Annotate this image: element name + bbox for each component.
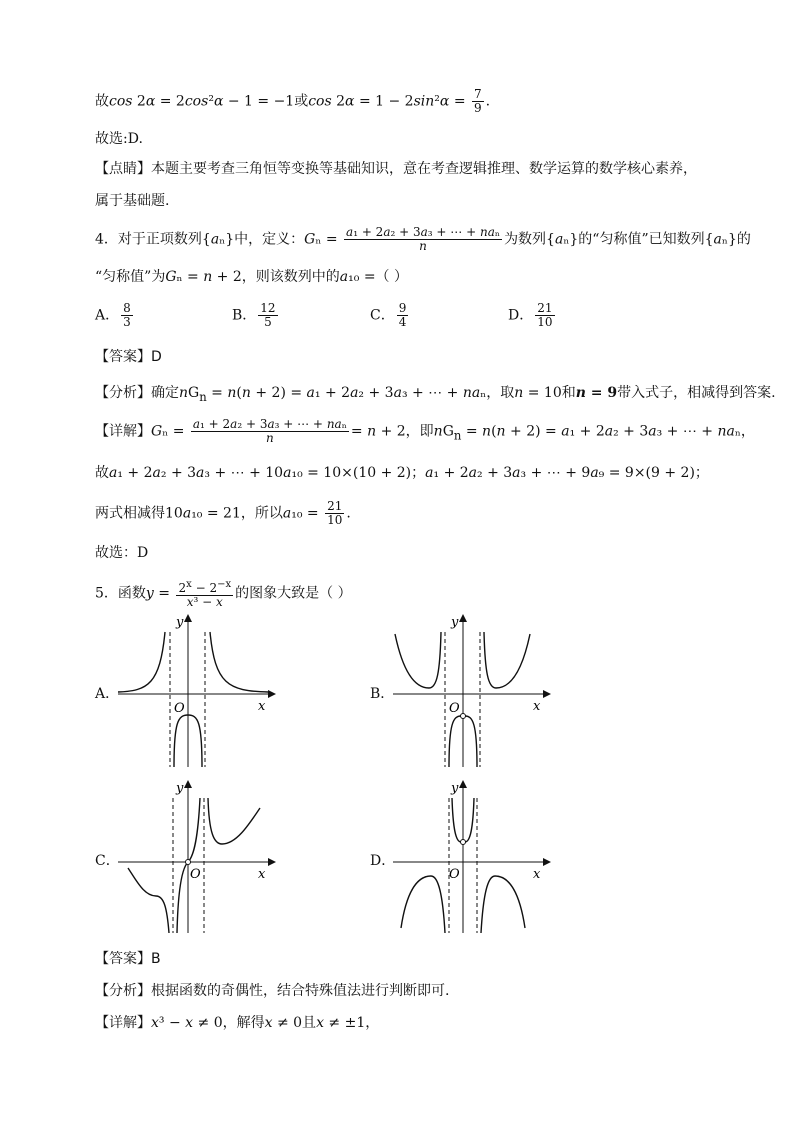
- detail-5: 【详解】x³ − x ≠ 0，解得x ≠ 0且x ≠ ±1，: [95, 1015, 380, 1031]
- option-d[interactable]: [508, 302, 557, 329]
- graph-c-letter[interactable]: C．: [95, 853, 120, 869]
- option-b-den: 5: [264, 315, 272, 329]
- option-a-fraction: [121, 302, 133, 329]
- graph-a-y-arrow: [184, 614, 192, 622]
- graph-d: [393, 778, 553, 938]
- comment-line-1: 【点睛】本题主要考查三角恒等变换等基础知识，意在考查逻辑推理、数学运算的数学核心素养，: [95, 161, 697, 177]
- graph-b-origin-label: O: [449, 701, 460, 716]
- graph-a-curve-right: [210, 632, 268, 692]
- question-4-line-1: 4．对于正项数列{aₙ}中，定义：Gₙ = $\frac{\text{a₁ + 2a₂ + 3a₃ + ⋯ + naₙ}}{n}$ 为数列{aₙ}的“匀称值”已知数列{aₙ}的: [95, 225, 751, 253]
- detail-4-line-3: 两式相减得10a₁₀ = 21，所以a₁₀ = $\frac{21}{10}$ .: [95, 499, 351, 527]
- graph-b-y-arrow: [459, 614, 467, 622]
- option-a-letter: A．: [95, 307, 120, 324]
- graph-a-x-label: x: [258, 699, 266, 714]
- answer-5: 【答案】B: [95, 951, 161, 967]
- graph-d-curve-middle-right: [465, 798, 474, 842]
- text-gu: 故: [95, 93, 109, 110]
- option-d-letter: D．: [508, 307, 534, 324]
- graph-d-letter[interactable]: D．: [370, 853, 396, 869]
- fraction-21-10: $\frac{21}{10}$: [327, 499, 343, 527]
- graph-b-curve-left: [395, 632, 441, 688]
- option-b-fraction: [258, 302, 277, 329]
- option-c-num: 9: [398, 301, 407, 315]
- graph-d-hole: [461, 840, 466, 845]
- fraction-function: $\frac{2^x - 2^{-x}}{\text{x³ − x}}$: [178, 579, 232, 609]
- graph-a-x-arrow: [268, 690, 276, 698]
- analysis-5: 【分析】根据函数的奇偶性，结合特殊值法进行判断即可.: [95, 983, 450, 999]
- fraction-7-9: $\frac{7}{9}$: [474, 87, 482, 115]
- graph-b-x-arrow: [543, 690, 551, 698]
- graph-d-y-arrow: [459, 780, 467, 788]
- graph-b-curve-middle-right: [465, 716, 477, 767]
- graph-d-y-label: y: [451, 781, 459, 796]
- graph-c-x-arrow: [268, 858, 276, 866]
- option-c[interactable]: [370, 302, 410, 329]
- graph-c: [118, 778, 278, 938]
- graph-a-letter[interactable]: A．: [95, 686, 120, 702]
- graph-c-curve-right: [208, 798, 260, 844]
- option-d-fraction: [535, 302, 554, 329]
- graph-b-y-label: y: [451, 615, 459, 630]
- graph-b: [393, 612, 553, 772]
- option-a-num: 8: [123, 301, 131, 315]
- graph-b-x-label: x: [533, 699, 541, 714]
- graph-c-hole: [186, 860, 191, 865]
- graph-b-hole: [461, 714, 466, 719]
- graph-c-origin-label: O: [190, 867, 201, 882]
- graph-c-curve-left: [128, 868, 169, 933]
- option-a[interactable]: [95, 302, 135, 329]
- cos2a-result-line: 故cos 2α = 2cos²α − 1 = −1或cos 2α = 1 − 2sin²α = $\frac{7}{9}$ .: [95, 87, 491, 115]
- fraction-gn-def: $\frac{\text{a₁ + 2a₂ + 3a₃ + ⋯ + naₙ}}{n}$: [346, 225, 501, 253]
- graph-b-letter[interactable]: B．: [370, 686, 395, 702]
- graph-a-curve-left: [118, 632, 165, 692]
- select-d-line: 故选:D.: [95, 131, 143, 147]
- graph-d-curve-right: [481, 876, 525, 933]
- detail-4-line-1: 【详解】Gₙ = $\frac{\text{a₁ + 2a₂ + 3a₃ + ⋯ + naₙ}}{n}$ = n + 2，即$nG_n = n(n + 2) = a_1 + 2a_2 + 3a_3$ + ⋯ + naₙ，: [95, 417, 755, 445]
- option-b-letter: B．: [232, 307, 257, 324]
- question-4-line-2: “匀称值”为Gₙ = n + 2，则该数列中的a₁₀ =（ ）: [95, 269, 408, 285]
- graph-d-curve-left: [401, 876, 445, 933]
- option-a-den: 3: [123, 315, 131, 329]
- question-5: 5．函数y = $\frac{2^x - 2^{-x}}{\text{x³ − x}}$ 的图象大致是（ ）: [95, 579, 352, 609]
- graph-c-y-arrow: [184, 780, 192, 788]
- answer-4: 【答案】D: [95, 349, 162, 365]
- graph-c-x-label: x: [258, 867, 266, 882]
- option-c-fraction: [397, 302, 409, 329]
- graph-d-x-label: x: [533, 867, 541, 882]
- graph-d-x-arrow: [543, 858, 551, 866]
- option-b-num: 12: [260, 301, 276, 315]
- detail-4-line-2: 故a₁ + 2a₂ + 3a₃ + ⋯ + 10a₁₀ = 10×(10 + 2)；a₁ + 2a₂ + 3a₃ + ⋯ + 9a₉ = 9×(9 + 2)；: [95, 465, 709, 481]
- fraction-gn-detail: $\frac{\text{a₁ + 2a₂ + 3a₃ + ⋯ + naₙ}}{n}$: [192, 417, 347, 445]
- graph-d-curve-middle-left: [452, 798, 461, 842]
- graph-a-origin-label: O: [174, 701, 185, 716]
- graph-b-curve-right: [484, 632, 530, 688]
- option-c-letter: C．: [370, 307, 395, 324]
- graph-c-y-label: y: [176, 781, 184, 796]
- graph-b-curve-middle: [449, 716, 461, 767]
- comment-line-2: 属于基础题.: [95, 193, 170, 209]
- option-d-num: 21: [537, 301, 553, 315]
- graph-d-origin-label: O: [449, 867, 460, 882]
- option-b[interactable]: [232, 302, 280, 329]
- option-c-den: 4: [398, 315, 407, 329]
- select-d-line-4: 故选：D: [95, 545, 149, 561]
- graph-a-y-label: y: [176, 615, 184, 630]
- option-d-den: 10: [537, 315, 553, 329]
- analysis-4: 【分析】确定$nG_n = n(n + 2) = a_1 + 2a_2 + 3a_3$ + ⋯ + naₙ，取n = 10和n = 9带入式子，相减得到答案.: [95, 385, 776, 404]
- graph-a: [118, 612, 278, 772]
